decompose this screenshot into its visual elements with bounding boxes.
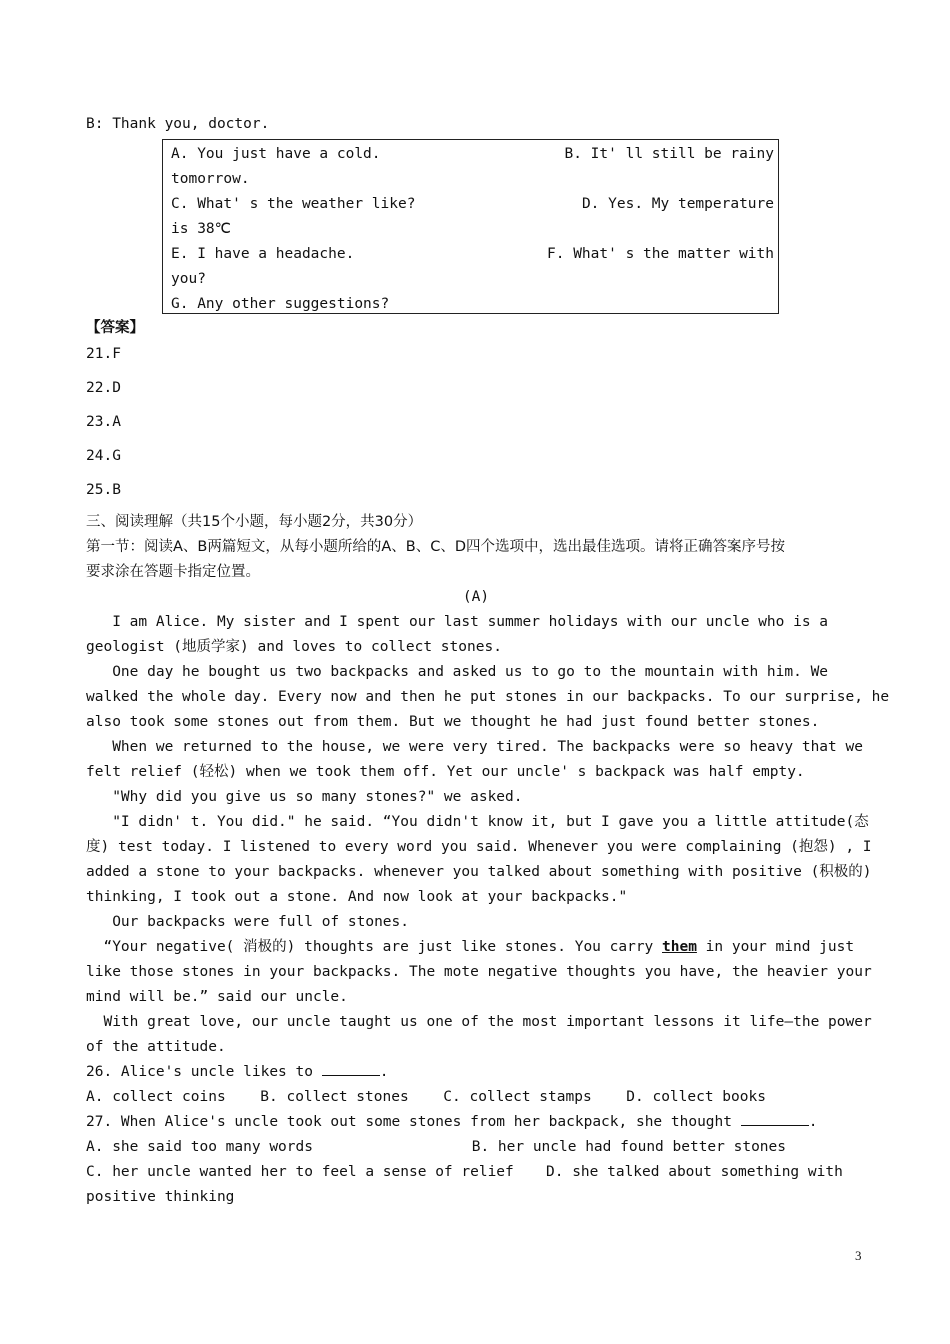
question-26 bbox=[86, 1060, 876, 1085]
question-27-options-ab bbox=[86, 1135, 786, 1160]
q26-option-a: A. collect coins bbox=[86, 1089, 226, 1105]
question-end: . bbox=[808, 1114, 818, 1130]
q27-option-c: C. her uncle wanted her to feel a sense of relief bbox=[86, 1164, 514, 1180]
section-instructions-cont: 要求涂在答题卡指定位置。 bbox=[86, 564, 260, 580]
passage-line: Our backpacks were full of stones. bbox=[86, 914, 410, 930]
answer-heading: 【答案】 bbox=[86, 320, 144, 336]
section-instructions: 第一节：阅读A、B两篇短文，从每小题所给的A、B、C、D四个选项中，选出最佳选项。请将正确答案序号按 bbox=[86, 539, 786, 555]
options-box bbox=[162, 139, 779, 314]
passage-line: One day he bought us two backpacks and asked us to go to the mountain with him. We bbox=[86, 664, 829, 680]
passage-label: (A) bbox=[462, 589, 490, 605]
passage-line: added a stone to your backpacks. whenever you talked about something with positive (积极的) bbox=[86, 864, 872, 880]
passage-line: When we returned to the house, we were very tired. The backpacks were so heavy that we bbox=[86, 739, 863, 755]
passage-line: mind will be.” said our uncle. bbox=[86, 989, 348, 1005]
answer-item: 22.D bbox=[86, 380, 121, 396]
option-b: B. It' ll still be rainy bbox=[564, 146, 774, 162]
passage bbox=[86, 610, 890, 1060]
passage-line: like those stones in your backpacks. The mote negative thoughts you have, the heavier your bbox=[86, 964, 872, 980]
questions bbox=[86, 1060, 876, 1210]
question-end: . bbox=[379, 1064, 389, 1080]
question-text: 27. When Alice's uncle took out some stones from her backpack, she thought bbox=[86, 1114, 741, 1130]
passage-line: also took some stones out from them. But we thought he had just found better stones. bbox=[86, 714, 820, 730]
passage-text: in your mind just bbox=[696, 939, 855, 955]
answer-blank bbox=[322, 1061, 380, 1076]
answer-item: 23.A bbox=[86, 414, 121, 430]
option-f-continued: you? bbox=[171, 271, 206, 287]
passage-line-them bbox=[86, 935, 876, 960]
answer-item: 24.G bbox=[86, 448, 121, 464]
q26-option-d: D. collect books bbox=[626, 1089, 766, 1105]
option-g: G. Any other suggestions? bbox=[171, 296, 390, 312]
q26-option-b: B. collect stones bbox=[260, 1089, 409, 1105]
option-a: A. You just have a cold. bbox=[171, 146, 381, 162]
question-26-options bbox=[86, 1085, 766, 1110]
answer-item: 21.F bbox=[86, 346, 121, 362]
passage-line: walked the whole day. Every now and then he put stones in our backpacks. To our surprise, he bbox=[86, 689, 890, 705]
passage-line: "I didn' t. You did." he said. “You didn't know it, but I gave you a little attitude(态 bbox=[86, 814, 869, 830]
passage-line: geologist (地质学家) and loves to collect stones. bbox=[86, 639, 502, 655]
question-27-options-cd bbox=[86, 1160, 846, 1185]
underlined-word-them: them bbox=[662, 939, 697, 955]
option-d: D. Yes. My temperature bbox=[581, 196, 774, 212]
page-number: 3 bbox=[855, 1248, 862, 1263]
passage-line: I am Alice. My sister and I spent our last summer holidays with our uncle who is a bbox=[86, 614, 829, 630]
question-27 bbox=[86, 1110, 876, 1135]
option-f: F. What' s the matter with bbox=[547, 246, 774, 262]
q26-option-c: C. collect stamps bbox=[443, 1089, 592, 1105]
passage-line: With great love, our uncle taught us one of the most important lessons it life—the power bbox=[86, 1014, 872, 1030]
passage-text: “Your negative( 消极的) thoughts are just like stones. You carry bbox=[86, 939, 663, 955]
question-text: 26. Alice's uncle likes to bbox=[86, 1064, 322, 1080]
q27-option-d: D. she talked about something with bbox=[546, 1164, 843, 1180]
passage-line: 度) test today. I listened to every word you said. Whenever you were complaining (抱怨) , I bbox=[86, 839, 872, 855]
option-c: C. What' s the weather like? bbox=[171, 196, 416, 212]
passage-line: felt relief (轻松) when we took them off. Yet our uncle' s backpack was half empty. bbox=[86, 764, 805, 780]
q27-option-d-continued: positive thinking bbox=[86, 1189, 235, 1205]
q27-option-a: A. she said too many words bbox=[86, 1139, 313, 1155]
section-title: 三、阅读理解（共15个小题，每小题2分，共30分） bbox=[86, 514, 423, 530]
passage-line: "Why did you give us so many stones?" we asked. bbox=[86, 789, 523, 805]
dialogue-line: B: Thank you, doctor. bbox=[86, 116, 270, 132]
passage-line: thinking, I took out a stone. And now look at your backpacks." bbox=[86, 889, 628, 905]
answer-blank bbox=[741, 1111, 809, 1126]
answer-item: 25.B bbox=[86, 482, 121, 498]
q27-option-b: B. her uncle had found better stones bbox=[471, 1139, 786, 1155]
option-d-continued: is 38℃ bbox=[171, 221, 231, 237]
passage-line: of the attitude. bbox=[86, 1039, 226, 1055]
option-b-continued: tomorrow. bbox=[171, 171, 250, 187]
option-e: E. I have a headache. bbox=[171, 246, 355, 262]
